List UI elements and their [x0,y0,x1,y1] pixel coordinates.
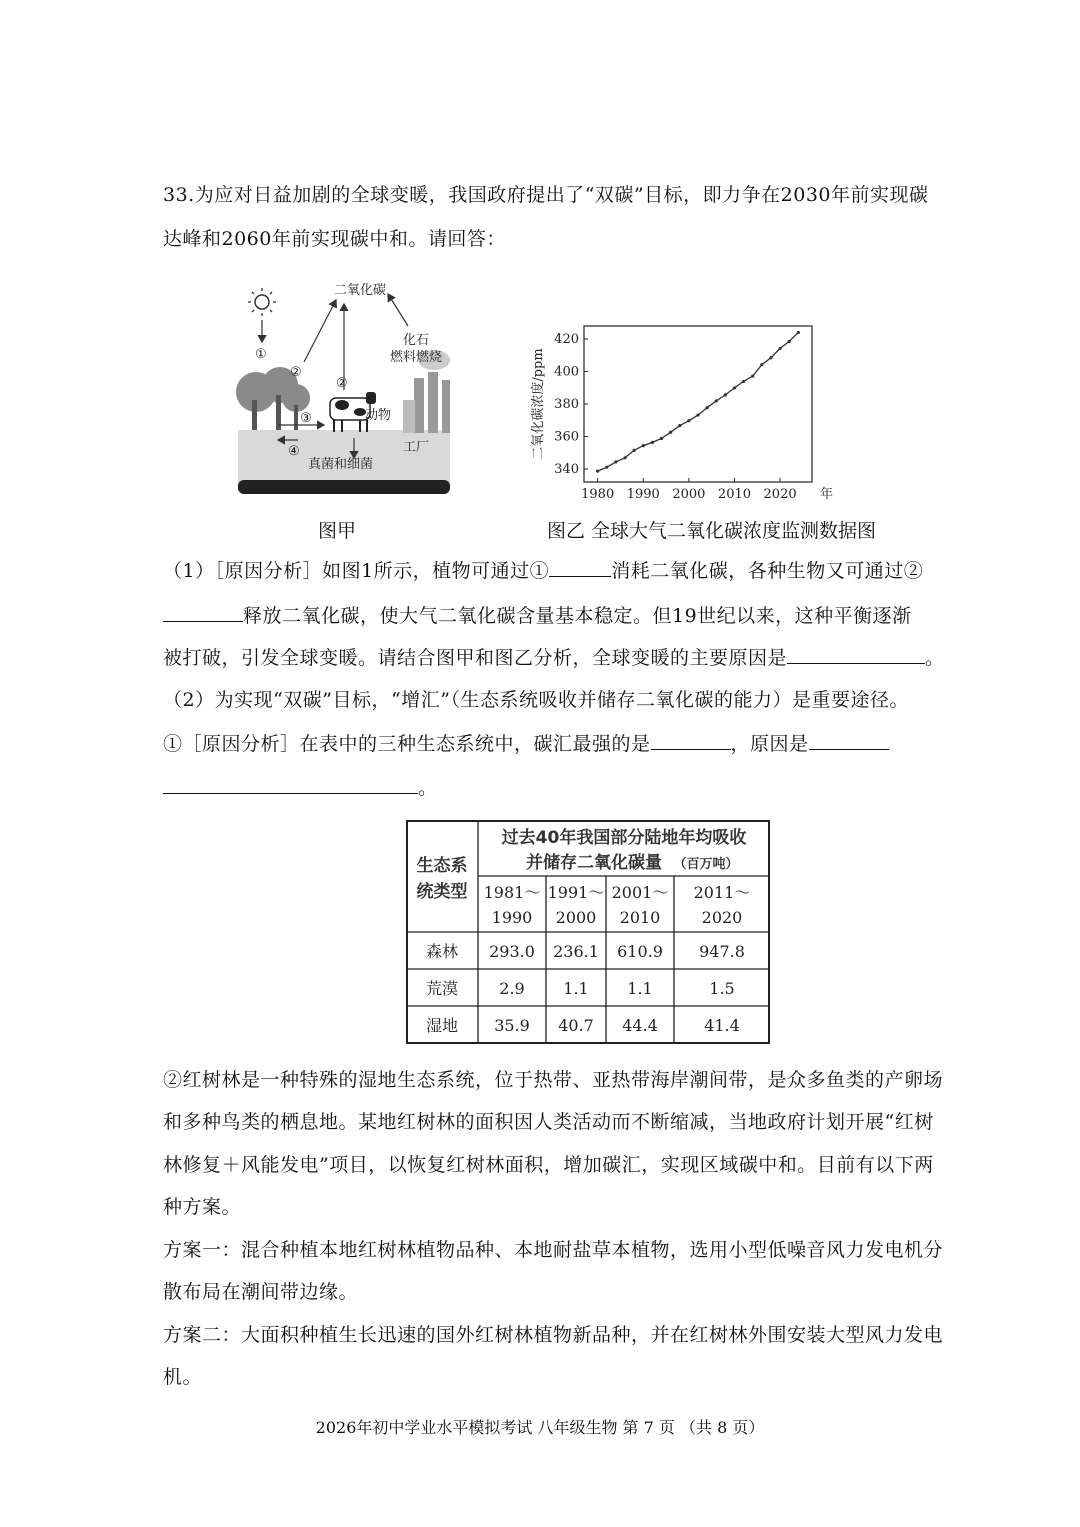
y-axis-label: 二氧化碳浓度/ppm [531,348,546,460]
q1-line-2 [163,603,912,628]
sun-icon [248,288,276,316]
cell-wetland-1: 35.9 [494,1016,530,1035]
period-1-b: 1990 [491,908,533,927]
marker-3: ③ [300,411,312,426]
co2-point-11 [696,413,699,416]
y-tick-label-0: 340 [554,462,579,477]
q2b-line-2: 和多种鸟类的栖息地。某地红树林的面积因人类活动而不断缩减，当地政府计划开展“红树 [163,1111,934,1133]
co2-point-4 [633,449,636,452]
q2-sub1-cont [163,775,438,800]
q2-sub1-pre: ①［原因分析］在表中的三种生态系统中，碳汇最强的是 [163,733,651,755]
marker-1: ① [255,347,267,362]
question-line-2: 达峰和2060年前实现碳中和。请回答： [163,228,506,250]
marker-2a: ② [290,365,302,380]
cell-desert-3: 1.1 [627,979,653,998]
co2-point-12 [706,406,709,409]
x-tick-label-2: 2000 [672,487,706,502]
carbon-cycle-diagram [238,280,468,502]
answer-blank-5[interactable] [809,731,889,750]
period-1-a: 1981～ [483,883,541,902]
marker-2b: ② [336,376,348,391]
co2-point-22 [797,331,800,334]
co2-point-19 [769,356,772,359]
q1-line-1-post: 消耗二氧化碳，各种生物又可通过② [611,560,924,582]
co2-point-14 [724,393,727,396]
y-tick-label-4: 420 [554,332,579,347]
cell-desert-2: 1.1 [563,979,589,998]
co2-point-20 [778,347,781,350]
answer-blank-4[interactable] [651,731,731,750]
cell-forest-4: 947.8 [699,942,745,961]
co2-point-13 [715,399,718,402]
co2-label: 二氧化碳 [334,283,387,298]
figure-jia-caption: 图甲 [318,520,357,542]
q2-sub1-end: 。 [418,777,438,799]
table-header-top-1: 过去40年我国部分陆地年均吸收 [501,828,747,848]
cell-forest-3: 610.9 [617,942,663,961]
fossil-label-2: 燃料燃烧 [390,350,443,365]
co2-point-6 [651,441,654,444]
y-tick-label-2: 380 [554,397,579,412]
row-type-forest: 森林 [425,942,459,961]
x-tick-label-3: 2010 [717,487,752,502]
cell-forest-1: 293.0 [489,942,535,961]
co2-point-16 [742,380,745,383]
co2-concentration-chart [520,320,834,510]
answer-blank-6[interactable] [163,775,418,794]
q1-line-3 [163,645,945,670]
co2-point-8 [669,431,672,434]
co2-point-21 [788,340,791,343]
period-4-a: 2011～ [693,883,751,902]
co2-point-15 [733,386,736,389]
x-axis-label: 年 [820,487,834,502]
table-header-left-2: 统类型 [416,882,468,902]
cell-wetland-3: 44.4 [622,1016,658,1035]
carbon-sink-table [406,820,770,1044]
fossil-label-1: 化石 [403,333,430,348]
plan-two-line-2: 机。 [163,1366,203,1388]
x-tick-label-4: 2020 [763,487,797,502]
q2b-line-3: 林修复＋风能发电”项目，以恢复红树林面积，增加碳汇，实现区域碳中和。目前有以下两 [163,1154,934,1176]
x-tick-label-1: 1990 [626,487,660,502]
co2-point-1 [605,466,608,469]
y-tick-label-1: 360 [554,429,579,445]
co2-point-3 [623,456,626,459]
page-footer: 2026年初中学业水平模拟考试 八年级生物 第 7 页 （共 8 页） [315,1418,765,1437]
row-type-desert: 荒漠 [425,979,459,998]
q1-line-3-end: 。 [925,647,945,669]
q2b-line-1: ②红树林是一种特殊的湿地生态系统，位于热带、亚热带海岸潮间带，是众多鱼类的产卵场 [163,1069,944,1091]
q2b-line-4: 种方案。 [163,1196,242,1218]
table-header-top-2: 并储存二氧化碳量 [526,853,662,873]
period-2-b: 2000 [555,908,597,927]
marker-4: ④ [288,444,300,459]
q1-line-1 [163,558,923,583]
plot-frame [584,326,812,482]
question-line-1: 33.为应对日益加剧的全球变暖，我国政府提出了“双碳”目标，即力争在2030年前实现碳 [163,184,929,206]
co2-point-18 [760,363,763,366]
plan-one-line-2: 散布局在潮间带边缘。 [163,1281,359,1303]
period-3-b: 2010 [619,908,661,927]
co2-point-10 [687,419,690,422]
plan-two-line-1: 方案二：大面积种植生长迅速的国外红树林植物新品种，并在红树林外围安装大型风力发电 [163,1324,944,1346]
co2-point-5 [642,444,645,447]
cell-desert-1: 2.9 [499,979,525,998]
table-header-left-1: 生态系 [416,856,468,876]
cell-desert-4: 1.5 [709,979,735,998]
answer-blank-2[interactable] [163,603,243,622]
figure-yi-caption: 图乙 全球大气二氧化碳浓度监测数据图 [547,520,877,542]
co2-point-7 [660,437,663,440]
answer-blank-1[interactable] [549,558,611,577]
microbe-label: 真菌和细菌 [308,457,374,472]
animal-label: 动物 [365,408,392,423]
cell-wetland-4: 41.4 [704,1016,740,1035]
q2-sub1-mid: ，原因是 [730,733,809,755]
q1-line-2-text: 释放二氧化碳，使大气二氧化碳含量基本稳定。但19世纪以来，这种平衡逐渐 [243,605,912,627]
period-2-a: 1991～ [547,883,605,902]
period-4-b: 2020 [701,908,743,927]
q2-sub1 [163,731,889,756]
co2-series-line [598,333,799,472]
period-3-a: 2001～ [611,883,669,902]
co2-point-0 [596,470,599,473]
cell-forest-2: 236.1 [553,942,599,961]
answer-blank-3[interactable] [787,645,925,664]
co2-point-17 [751,374,754,377]
y-tick-label-3: 400 [554,364,579,380]
table-header-unit: （百万吨） [673,857,739,872]
cell-wetland-2: 40.7 [558,1016,594,1035]
co2-point-9 [678,424,681,427]
q1-line-3-text: 被打破，引发全球变暖。请结合图甲和图乙分析，全球变暖的主要原因是 [163,647,788,669]
row-type-wetland: 湿地 [425,1016,459,1035]
plan-one-line-1: 方案一：混合种植本地红树林植物品种、本地耐盐草本植物，选用小型低噪音风力发电机分 [163,1239,944,1261]
x-tick-label-0: 1980 [581,487,615,502]
factory-label: 工厂 [403,440,430,455]
q2-intro: （2）为实现“双碳”目标，“增汇”（生态系统吸收并储存二氧化碳的能力）是重要途径。 [163,689,909,711]
co2-point-2 [614,460,617,463]
q1-line-1-pre: （1）［原因分析］如图1所示，植物可通过① [163,560,550,582]
